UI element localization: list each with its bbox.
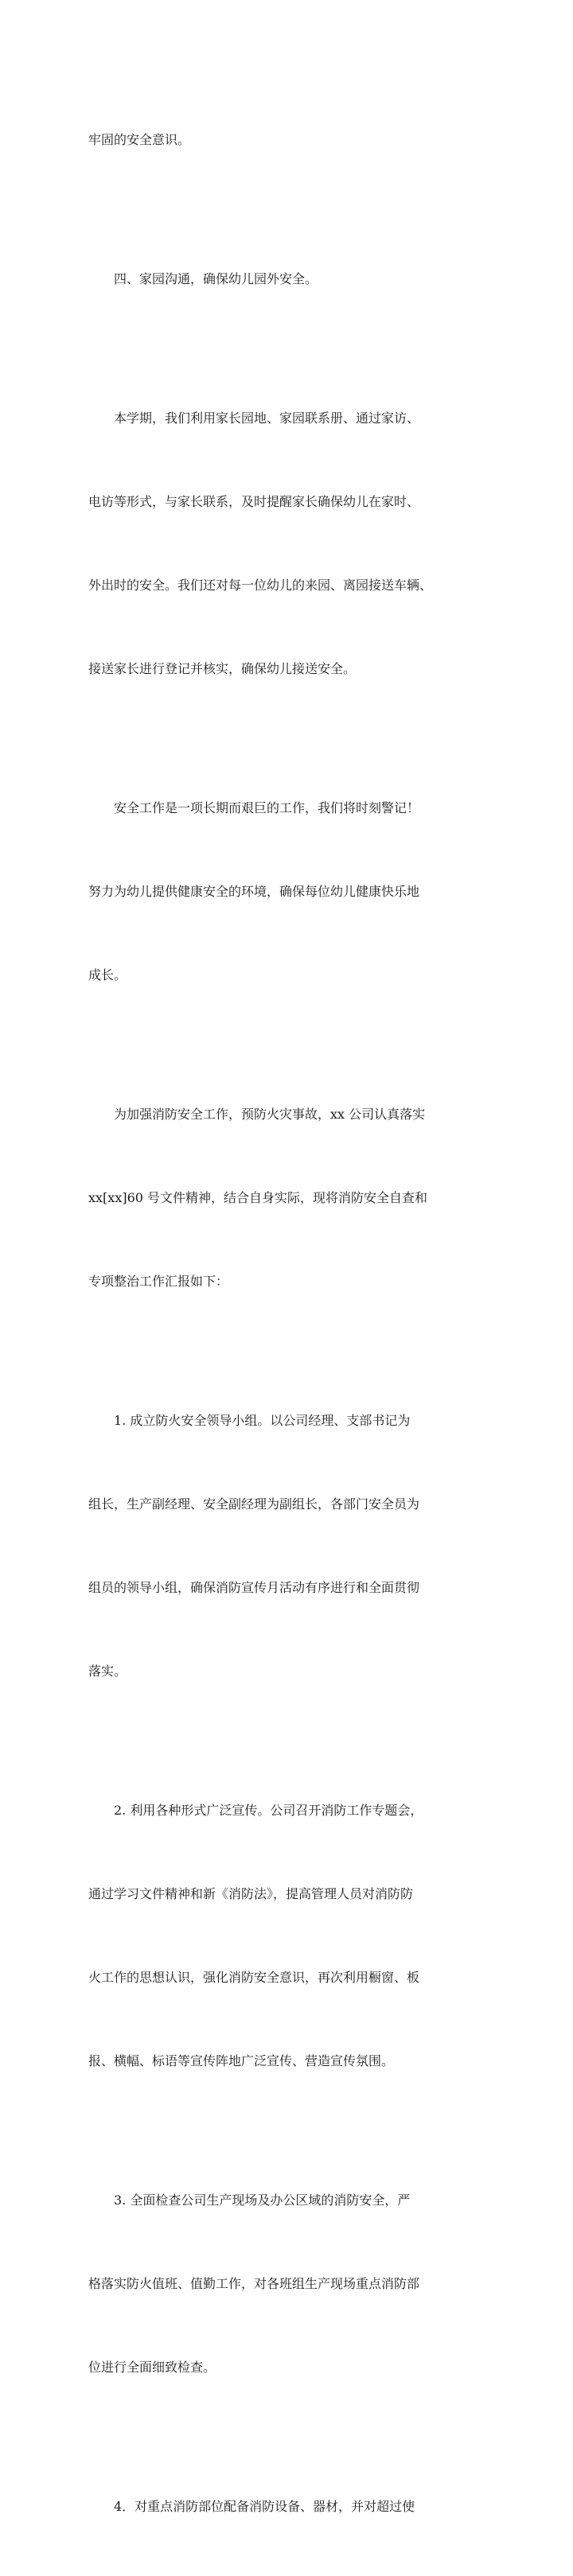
text-line: 报、横幅、标语等宣传阵地广泛宣传、营造宣传氛围。 <box>88 2053 395 2068</box>
list-item-3 <box>88 2130 494 2437</box>
paragraph-home-contact <box>88 348 494 738</box>
text-line: 牢固的安全意识。 <box>88 132 191 147</box>
text-line: 接送家长进行登记并核实，确保幼儿接送安全。 <box>88 661 357 676</box>
text-line: 安全工作是一项长期而艰巨的工作，我们将时刻警记！ <box>114 800 420 815</box>
text-line: 外出时的安全。我们还对每一位幼儿的来园、离园接送车辆、 <box>88 578 433 593</box>
list-item-2 <box>88 1741 494 2130</box>
list-item-1 <box>88 1351 494 1741</box>
text-line: 通过学习文件精神和新《消防法》，提高管理人员对消防防 <box>88 1886 414 1901</box>
paragraph-safety-summary <box>88 738 494 1045</box>
text-line: 2. 利用各种形式广泛宣传。公司召开消防工作专题会， <box>114 1803 423 1818</box>
text-line: 努力为幼儿提供健康安全的环境，确保每位幼儿健康快乐地 <box>88 884 420 899</box>
text-line: xx[xx]60 号文件精神，结合自身实际，现将消防安全自查和 <box>88 1190 428 1205</box>
text-line: 位进行全面细致检查。 <box>88 2360 216 2375</box>
text-line: 落实。 <box>88 1664 127 1679</box>
text-line: 专项整治工作汇报如下： <box>88 1274 229 1289</box>
text-line: 火工作的思想认识，强化消防安全意识，再次利用橱窗、板 <box>88 1970 420 1985</box>
text-line: 电访等形式，与家长联系，及时提醒家长确保幼儿在家时、 <box>88 494 420 509</box>
text-line: 为加强消防安全工作，预防火灾事故，xx 公司认真落实 <box>114 1107 426 1122</box>
text-line: 4．对重点消防部位配备消防设备、器材，并对超过使 <box>114 2499 415 2514</box>
text-line: 四、家园沟通，确保幼儿园外安全。 <box>114 271 318 286</box>
paragraph-continuation <box>88 70 494 209</box>
text-line: 组员的领导小组，确保消防宣传月活动有序进行和全面贯彻 <box>88 1580 420 1595</box>
document-page <box>88 70 494 2576</box>
paragraph-fire-safety-intro <box>88 1045 494 1351</box>
text-line: 成长。 <box>88 967 127 983</box>
list-item-4 <box>88 2437 494 2576</box>
text-line: 格落实防火值班、值勤工作，对各班组生产现场重点消防部 <box>88 2276 420 2291</box>
text-line: 1. 成立防火安全领导小组。以公司经理、支部书记为 <box>114 1413 411 1428</box>
text-line: 组长，生产副经理、安全副经理为副组长，各部门安全员为 <box>88 1496 420 1512</box>
text-line: 3. 全面检查公司生产现场及办公区域的消防安全，严 <box>114 2193 411 2208</box>
section-heading-home-school <box>88 209 494 348</box>
text-line: 本学期，我们利用家长园地、家园联系册、通过家访、 <box>114 411 420 426</box>
